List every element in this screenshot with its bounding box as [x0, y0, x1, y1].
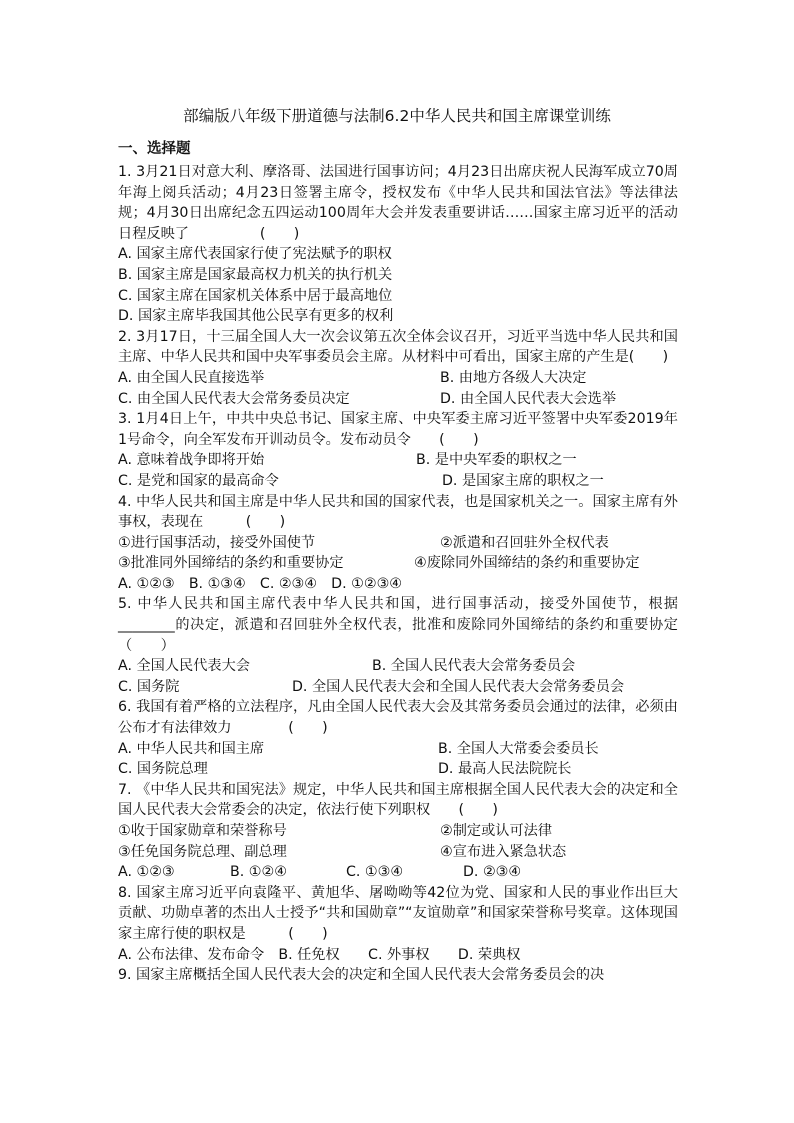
question-7-statement-4: ④宣布进入紧急状态	[440, 843, 567, 860]
question-4-statement-2: ②派遣和召回驻外全权代表	[440, 534, 609, 551]
question-2-option-d: D. 由全国人民代表大会选举	[440, 390, 617, 407]
question-1-option-b: B. 国家主席是国家最高权力机关的执行机关	[118, 266, 393, 283]
section-heading: 一、选择题	[118, 141, 191, 157]
question-5-option-c: C. 国务院	[118, 678, 180, 695]
question-4-statement-4: ④废除同外国缔结的条约和重要协定	[414, 555, 640, 572]
question-3-option-d: D. 是国家主席的职权之一	[442, 472, 604, 489]
question-6-row-1	[118, 739, 678, 760]
question-1-option-d: D. 国家主席毕我国其他公民享有更多的权利	[118, 308, 394, 325]
question-4-choices: A. ①②③ B. ①③④ C. ②③④ D. ①②③④	[118, 575, 403, 592]
question-7-option-c: C. ①③④	[346, 864, 404, 881]
question-4-stem: 4. 中华人民共和国主席是中华人民共和国的国家代表，也是国家机关之一。国家主席有外事权，表现在 ( )	[118, 493, 678, 531]
question-7-row-1	[118, 821, 678, 842]
question-4-row-1	[118, 533, 678, 554]
question-3-option-a: A. 意味着战争即将开始	[118, 452, 265, 469]
question-7-option-a: A. ①②③	[118, 864, 175, 881]
question-5-row-2	[118, 677, 678, 698]
question-7-option-b: B. ①②④	[230, 864, 287, 881]
question-6-option-c: C. 国务院总理	[118, 761, 208, 778]
question-7-option-d: D. ②③④	[463, 864, 522, 881]
question-2-row-1	[118, 368, 678, 389]
question-3-row-2	[118, 471, 678, 492]
question-5-option-a: A. 全国人民代表大会	[118, 658, 250, 675]
question-1-option-c: C. 国家主席在国家机关体系中居于最高地位	[118, 287, 393, 304]
question-3-option-b: B. 是中央军委的职权之一	[416, 452, 577, 469]
question-6-stem: 6. 我国有着严格的立法程序，凡由全国人民代表大会及其常务委员会通过的法律，必须由公布才有法律效力 ( )	[118, 699, 678, 737]
question-7-choices	[118, 862, 678, 883]
question-7-statement-1: ①收于国家勋章和荣誉称号	[118, 823, 287, 839]
question-6-option-b: B. 全国人大常委会委员长	[438, 740, 599, 757]
page-title: 部编版八年级下册道德与法制6.2中华人民共和国主席课堂训练	[183, 107, 611, 125]
question-1-stem: 1. 3月21日对意大利、摩洛哥、法国进行国事访问；4月23日出席庆祝人民海军成立70周年海上阅兵活动；4月23日签署主席令，授权发布《中华人民共和国法官法》等法律法规；4月30日出席纪念五四运动100周年大会并发表重要讲话……国家主席习近平的活动日程反映了 ( )	[118, 164, 678, 242]
question-4-row-2	[118, 553, 678, 574]
question-7-row-2	[118, 842, 678, 863]
question-2-option-c: C. 由全国人民代表大会常务委员决定	[118, 390, 350, 407]
question-8-choices: A. 公布法律、发布命令 B. 任免权 C. 外事权 D. 荣典权	[118, 946, 521, 963]
question-5-stem: 5. 中华人民共和国主席代表中华人民共和国，进行国事活动，接受外国使节，根据________的决定，派遣和召回驻外全权代表，批准和废除同外国缔结的条约和重要协定（ ）	[118, 596, 678, 654]
question-8-stem: 8. 国家主席习近平向袁隆平、黄旭华、屠呦呦等42位为党、国家和人民的事业作出巨大贡献、功勋卓著的杰出人士授予“共和国勋章”“友谊勋章”和国家荣誉称号奖章。这体现国家主席行使的职权是 ( )	[118, 884, 678, 942]
question-7-stem: 7. 《中华人民共和国宪法》规定，中华人民共和国主席根据全国人民代表大会的决定和全国人民代表大会常委会的决定，依法行使下列职权 ( )	[118, 781, 678, 819]
question-2-stem: 2. 3月17日，十三届全国人大一次会议第五次全体会议召开，习近平当选中华人民共和国主席、中华人民共和国中央军事委员会主席。从材料中可看出，国家主席的产生是( )	[118, 328, 678, 366]
question-2-option-b: B. 由地方各级人大决定	[440, 369, 587, 386]
question-4-statement-3: ③批准同外国缔结的条约和重要协定	[118, 555, 344, 572]
question-5-option-d: D. 全国人民代表大会和全国人民代表大会常务委员会	[292, 678, 625, 695]
question-6-option-a: A. 中华人民共和国主席	[118, 740, 265, 757]
question-3-stem: 3. 1月4日上午，中共中央总书记、国家主席、中央军委主席习近平签署中央军委2019年1号命令，向全军发布开训动员令。发布动员令 ( )	[118, 411, 678, 448]
question-3-row-1	[118, 450, 678, 471]
question-list	[118, 162, 678, 986]
question-7-statement-2: ②制定或认可法律	[440, 823, 553, 839]
question-5-option-b: B. 全国人民代表大会常务委员会	[372, 658, 576, 675]
question-6-option-d: D. 最高人民法院院长	[438, 761, 572, 778]
question-2-row-2	[118, 389, 678, 410]
question-4-statement-1: ①进行国事活动，接受外国使节	[118, 534, 316, 551]
question-3-option-c: C. 是党和国家的最高命令	[118, 472, 279, 489]
question-9-stem: 9. 国家主席概括全国人民代表大会的决定和全国人民代表大会常务委员会的决	[118, 967, 605, 984]
question-1-option-a: A. 国家主席代表国家行使了宪法赋予的职权	[118, 246, 392, 263]
question-7-statement-3: ③任免国务院总理、副总理	[118, 843, 287, 860]
question-2-option-a: A. 由全国人民直接选举	[118, 369, 265, 386]
question-5-row-1	[118, 656, 678, 677]
question-6-row-2	[118, 759, 678, 780]
